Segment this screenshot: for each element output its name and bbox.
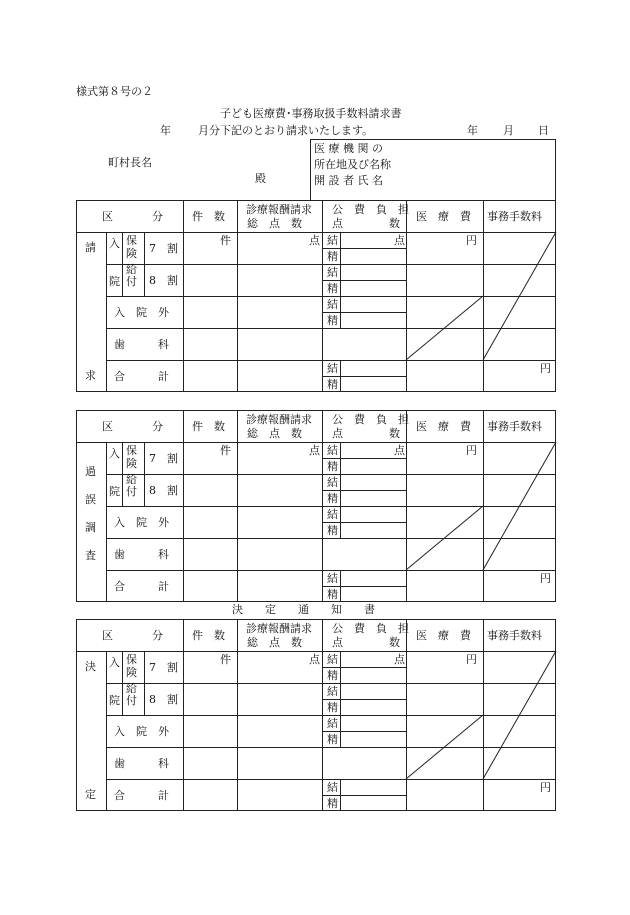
unit-label: 件 xyxy=(220,234,231,247)
row-label-outpatient: 入 院 外 xyxy=(114,306,169,319)
column-header-public: 点 xyxy=(332,427,343,440)
settlement-label: 結 xyxy=(327,476,338,489)
column-header-public: 公 費 負 担 xyxy=(332,203,409,216)
column-header-kubun: 分 xyxy=(152,629,163,642)
column-divider xyxy=(340,296,341,328)
row-label-insurance: 給 xyxy=(126,473,137,486)
column-header-points: 診療報酬請求 xyxy=(246,203,312,216)
unit-label: 点 xyxy=(309,444,320,457)
row-label-80: 8 割 xyxy=(149,274,178,287)
side-label: 過 xyxy=(85,465,96,478)
row-divider xyxy=(106,747,556,748)
column-header-public: 数 xyxy=(389,217,400,230)
settlement-label: 結 xyxy=(327,234,338,247)
row-divider xyxy=(322,699,406,700)
column-header-public: 数 xyxy=(389,427,400,440)
row-divider xyxy=(322,795,406,796)
settlement-label: 結 xyxy=(327,444,338,457)
column-divider xyxy=(340,715,341,747)
row-label-70: 7 割 xyxy=(149,661,178,674)
honorific-label: 殿 xyxy=(255,172,266,185)
unit-label: 円 xyxy=(540,572,551,585)
row-label-inpatient: 入 xyxy=(109,656,120,669)
settlement-label: 結 xyxy=(327,781,338,794)
column-header-fee: 事務手数料 xyxy=(487,210,542,223)
row-label-inpatient: 入 xyxy=(109,237,120,250)
column-divider xyxy=(340,474,341,506)
unit-label: 点 xyxy=(394,234,405,247)
unit-label: 件 xyxy=(220,444,231,457)
unit-label: 円 xyxy=(466,653,477,666)
row-divider xyxy=(322,586,406,587)
row-divider xyxy=(322,458,406,459)
row-label-insurance: 険 xyxy=(126,457,137,470)
column-divider xyxy=(122,442,123,506)
column-header-count: 件 数 xyxy=(192,420,225,433)
row-divider xyxy=(106,264,556,265)
row-label-insurance: 険 xyxy=(126,247,137,260)
column-divider xyxy=(340,232,341,264)
column-divider xyxy=(340,651,341,683)
row-label-dental: 歯 科 xyxy=(114,338,169,351)
column-header-public: 公 費 負 担 xyxy=(332,622,409,635)
column-header-public: 数 xyxy=(389,636,400,649)
row-label-total: 合 計 xyxy=(114,789,169,802)
form-number: 様式第８号の２ xyxy=(76,85,153,98)
row-divider xyxy=(106,779,556,780)
column-header-medical: 医 療 費 xyxy=(416,420,471,433)
row-label-insurance: 険 xyxy=(126,666,137,679)
row-divider xyxy=(106,506,556,507)
row-label-70: 7 割 xyxy=(149,242,178,255)
row-divider xyxy=(322,490,406,491)
column-header-kubun: 区 xyxy=(102,420,113,433)
unit-label: 円 xyxy=(540,781,551,794)
column-header-public: 点 xyxy=(332,636,343,649)
row-divider xyxy=(322,522,406,523)
settlement-label: 結 xyxy=(327,685,338,698)
row-label-inpatient: 入 xyxy=(109,447,120,460)
column-header-points: 総 点 数 xyxy=(247,636,302,649)
unit-label: 円 xyxy=(466,234,477,247)
column-header-kubun: 分 xyxy=(152,420,163,433)
row-divider xyxy=(106,715,556,716)
institution-label-1: 医 療 機 関 の xyxy=(314,142,383,155)
date-month-label: 月 xyxy=(503,124,514,137)
column-divider xyxy=(144,651,145,715)
settlement-label: 結 xyxy=(327,717,338,730)
column-divider xyxy=(340,360,341,392)
column-divider xyxy=(144,442,145,506)
unit-label: 点 xyxy=(394,653,405,666)
table-section-3 xyxy=(76,619,556,811)
adjustment-label: 精 xyxy=(327,669,338,682)
table-section-1 xyxy=(76,200,556,392)
row-label-insurance: 付 xyxy=(126,694,137,707)
column-header-count: 件 数 xyxy=(192,629,225,642)
side-label: 誤 xyxy=(85,493,96,506)
side-label: 決 xyxy=(85,660,96,673)
row-label-insurance: 保 xyxy=(126,234,137,247)
settlement-label: 結 xyxy=(327,653,338,666)
adjustment-label: 精 xyxy=(327,492,338,505)
row-label-insurance: 付 xyxy=(126,275,137,288)
row-label-insurance: 給 xyxy=(126,263,137,276)
side-label: 定 xyxy=(85,788,96,801)
month-request-text: 月分下記のとおり請求いたします。 xyxy=(198,124,374,137)
unit-label: 円 xyxy=(466,444,477,457)
column-header-points: 診療報酬請求 xyxy=(246,413,312,426)
row-label-80: 8 割 xyxy=(149,693,178,706)
unit-label: 点 xyxy=(309,653,320,666)
column-divider xyxy=(340,683,341,715)
side-label: 調 xyxy=(85,521,96,534)
unit-label: 点 xyxy=(309,234,320,247)
header-divider xyxy=(76,232,556,233)
column-header-public: 点 xyxy=(332,217,343,230)
settlement-label: 結 xyxy=(327,572,338,585)
adjustment-label: 精 xyxy=(327,250,338,263)
adjustment-label: 精 xyxy=(327,314,338,327)
column-divider xyxy=(340,264,341,296)
row-label-insurance: 給 xyxy=(126,682,137,695)
side-label: 査 xyxy=(85,549,96,562)
header-divider xyxy=(76,442,556,443)
adjustment-label: 精 xyxy=(327,378,338,391)
header-divider xyxy=(76,651,556,652)
column-divider xyxy=(340,442,341,474)
settlement-label: 結 xyxy=(327,508,338,521)
table-section-2 xyxy=(76,410,556,602)
adjustment-label: 精 xyxy=(327,701,338,714)
unit-label: 円 xyxy=(540,362,551,375)
adjustment-label: 精 xyxy=(327,460,338,473)
row-divider xyxy=(106,328,556,329)
column-header-medical: 医 療 費 xyxy=(416,210,471,223)
column-header-fee: 事務手数料 xyxy=(487,629,542,642)
column-header-points: 総 点 数 xyxy=(247,217,302,230)
row-label-insurance: 付 xyxy=(126,485,137,498)
row-divider xyxy=(322,280,406,281)
row-label-total: 合 計 xyxy=(114,580,169,593)
date-year-label: 年 xyxy=(467,124,478,137)
row-divider xyxy=(106,570,556,571)
side-label: 求 xyxy=(85,369,96,382)
institution-label-2: 所在地及び名称 xyxy=(314,158,391,171)
column-divider xyxy=(106,232,107,392)
row-label-inpatient: 院 xyxy=(109,694,120,707)
row-label-insurance: 保 xyxy=(126,653,137,666)
row-label-inpatient: 院 xyxy=(109,275,120,288)
column-header-points: 診療報酬請求 xyxy=(246,622,312,635)
column-divider xyxy=(340,779,341,811)
row-divider xyxy=(106,538,556,539)
notice-title: 決 定 通 知 書 xyxy=(232,603,375,616)
column-header-public: 公 費 負 担 xyxy=(332,413,409,426)
column-divider xyxy=(340,570,341,602)
recipient-label: 町村長名 xyxy=(108,156,152,169)
row-label-dental: 歯 科 xyxy=(114,548,169,561)
row-divider xyxy=(322,376,406,377)
column-header-points: 総 点 数 xyxy=(247,427,302,440)
date-day-label: 日 xyxy=(538,124,549,137)
row-divider xyxy=(322,667,406,668)
row-label-80: 8 割 xyxy=(149,484,178,497)
year-label: 年 xyxy=(160,124,171,137)
column-divider xyxy=(144,232,145,296)
row-label-outpatient: 入 院 外 xyxy=(114,516,169,529)
settlement-label: 結 xyxy=(327,362,338,375)
adjustment-label: 精 xyxy=(327,588,338,601)
column-header-medical: 医 療 費 xyxy=(416,629,471,642)
adjustment-label: 精 xyxy=(327,797,338,810)
row-divider xyxy=(322,312,406,313)
column-header-kubun: 区 xyxy=(102,629,113,642)
row-label-dental: 歯 科 xyxy=(114,757,169,770)
column-divider xyxy=(340,506,341,538)
institution-label-3: 開 設 者 氏 名 xyxy=(314,174,383,187)
row-divider xyxy=(106,474,556,475)
row-divider xyxy=(322,731,406,732)
settlement-label: 結 xyxy=(327,266,338,279)
row-label-total: 合 計 xyxy=(114,370,169,383)
row-divider xyxy=(106,360,556,361)
column-divider xyxy=(122,651,123,715)
adjustment-label: 精 xyxy=(327,733,338,746)
document-title: 子ども医療費･事務取扱手数料請求書 xyxy=(220,107,402,120)
row-label-inpatient: 院 xyxy=(109,485,120,498)
row-label-70: 7 割 xyxy=(149,452,178,465)
row-divider xyxy=(106,683,556,684)
column-divider xyxy=(106,442,107,602)
row-label-insurance: 保 xyxy=(126,444,137,457)
column-divider xyxy=(106,651,107,811)
adjustment-label: 精 xyxy=(327,282,338,295)
side-label: 請 xyxy=(85,241,96,254)
column-header-count: 件 数 xyxy=(192,210,225,223)
column-header-kubun: 分 xyxy=(152,210,163,223)
column-divider xyxy=(122,232,123,296)
row-divider xyxy=(322,248,406,249)
column-header-fee: 事務手数料 xyxy=(487,420,542,433)
settlement-label: 結 xyxy=(327,298,338,311)
unit-label: 点 xyxy=(394,444,405,457)
row-label-outpatient: 入 院 外 xyxy=(114,725,169,738)
unit-label: 件 xyxy=(220,653,231,666)
column-header-kubun: 区 xyxy=(102,210,113,223)
adjustment-label: 精 xyxy=(327,524,338,537)
row-divider xyxy=(106,296,556,297)
